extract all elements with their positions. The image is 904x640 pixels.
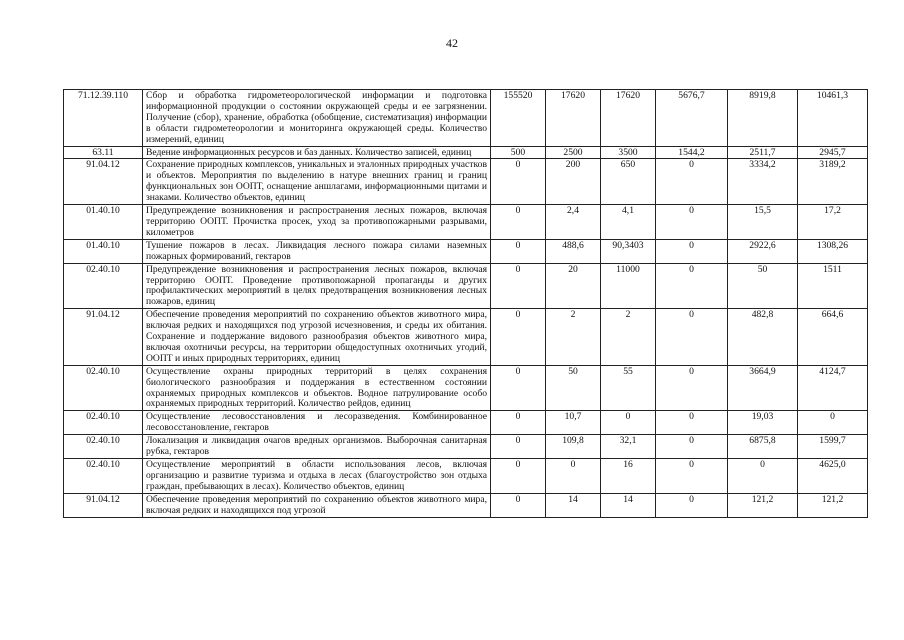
value-cell: 500 [491,146,546,159]
value-cell: 14 [601,493,656,517]
value-cell: 11000 [601,263,656,309]
value-cell: 0 [656,411,728,435]
value-cell: 664,6 [798,309,868,366]
value-cell: 200 [546,159,601,205]
value-cell: 0 [491,309,546,366]
table-body [64,90,868,518]
table-row [64,459,868,494]
okved-code-cell: 02.40.10 [64,365,143,411]
value-cell: 50 [546,365,601,411]
table-row [64,205,868,240]
value-cell: 10,7 [546,411,601,435]
value-cell: 1511 [798,263,868,309]
value-cell: 0 [546,459,601,494]
value-cell: 0 [656,309,728,366]
value-cell: 55 [601,365,656,411]
okved-code-cell: 71.12.39.110 [64,90,143,147]
value-cell: 650 [601,159,656,205]
value-cell: 3334,2 [728,159,798,205]
value-cell: 2 [546,309,601,366]
value-cell: 20 [546,263,601,309]
value-cell: 0 [728,459,798,494]
services-table [63,89,868,518]
service-description-cell: Обеспечение проведения мероприятий по сохранению объектов животного мира, включая редких и находящихся под угрозой [143,493,491,517]
table-row [64,239,868,263]
value-cell: 488,6 [546,239,601,263]
value-cell: 0 [656,239,728,263]
value-cell: 5676,7 [656,90,728,147]
value-cell: 0 [656,159,728,205]
value-cell: 17620 [546,90,601,147]
value-cell: 32,1 [601,435,656,459]
value-cell: 16 [601,459,656,494]
value-cell: 14 [546,493,601,517]
table-row [64,309,868,366]
service-description-cell: Сбор и обработка гидрометеорологической информации и подготовка информационной продукции о состоянии окружающей среды и ее загрязнении. Получение (сбор), хранение, обработка (обобщение, систематизация) информации в области гидрометеорологии и мониторинга окружающей среды. Количество измерений, единиц [143,90,491,147]
okved-code-cell: 01.40.10 [64,239,143,263]
value-cell: 1544,2 [656,146,728,159]
table-row [64,159,868,205]
value-cell: 50 [728,263,798,309]
table-row [64,435,868,459]
okved-code-cell: 63.11 [64,146,143,159]
value-cell: 109,8 [546,435,601,459]
value-cell: 17,2 [798,205,868,240]
service-description-cell: Осуществление мероприятий в области использования лесов, включая организацию и развитие туризма и отдыха в лесах (благоустройство зон отдыха граждан, пребывающих в лесах). Количество объектов, единиц [143,459,491,494]
value-cell: 2922,6 [728,239,798,263]
value-cell: 2945,7 [798,146,868,159]
value-cell: 10461,3 [798,90,868,147]
value-cell: 1308,26 [798,239,868,263]
value-cell: 0 [656,263,728,309]
value-cell: 0 [491,263,546,309]
value-cell: 0 [491,411,546,435]
table-row [64,146,868,159]
service-description-cell: Ведение информационных ресурсов и баз данных. Количество записей, единиц [143,146,491,159]
value-cell: 0 [656,493,728,517]
table-row [64,90,868,147]
value-cell: 6875,8 [728,435,798,459]
value-cell: 4625,0 [798,459,868,494]
value-cell: 155520 [491,90,546,147]
service-description-cell: Осуществление охраны природных территорий в целях сохранения биологического разнообразия и поддержания в естественном состоянии охраняемых природных комплексов и объектов. Водное патрулирование особо охраняемых природных территорий. Количество рейдов, единиц [143,365,491,411]
okved-code-cell: 01.40.10 [64,205,143,240]
value-cell: 0 [491,493,546,517]
value-cell: 3189,2 [798,159,868,205]
value-cell: 482,8 [728,309,798,366]
service-description-cell: Сохранение природных комплексов, уникальных и эталонных природных участков и объектов. Мероприятия по выделению в натуре внешних границ и границ функциональных зон ООПТ, оснащение аншлагами, информационными щитами и знаками. Количество объектов, единиц [143,159,491,205]
value-cell: 0 [491,239,546,263]
service-description-cell: Обеспечение проведения мероприятий по сохранению объектов животного мира, включая редких и находящихся под угрозой исчезновения, и среды их обитания. Сохранение и поддержание видового разнообразия объектов животного мира, включая охотничьи ресурсы, на территории общедоступных охотничьих угодий, ООПТ и иных природных территориях, единиц [143,309,491,366]
okved-code-cell: 02.40.10 [64,459,143,494]
value-cell: 15,5 [728,205,798,240]
okved-code-cell: 02.40.10 [64,435,143,459]
value-cell: 4,1 [601,205,656,240]
value-cell: 90,3403 [601,239,656,263]
value-cell: 0 [491,459,546,494]
value-cell: 0 [601,411,656,435]
value-cell: 2 [601,309,656,366]
value-cell: 17620 [601,90,656,147]
value-cell: 0 [491,365,546,411]
service-description-cell: Предупреждение возникновения и распространения лесных пожаров, включая территорию ООПТ. Прочистка просек, уход за противопожарными разрывами, километров [143,205,491,240]
value-cell: 1599,7 [798,435,868,459]
value-cell: 2511,7 [728,146,798,159]
value-cell: 0 [491,205,546,240]
value-cell: 8919,8 [728,90,798,147]
okved-code-cell: 02.40.10 [64,263,143,309]
okved-code-cell: 91.04.12 [64,309,143,366]
okved-code-cell: 02.40.10 [64,411,143,435]
table-row [64,493,868,517]
service-description-cell: Осуществление лесовосстановления и лесоразведения. Комбинированное лесовосстановление, гектаров [143,411,491,435]
value-cell: 0 [656,435,728,459]
table-row [64,365,868,411]
service-description-cell: Локализация и ликвидация очагов вредных организмов. Выборочная санитарная рубка, гектаров [143,435,491,459]
value-cell: 0 [798,411,868,435]
okved-code-cell: 91.04.12 [64,159,143,205]
value-cell: 4124,7 [798,365,868,411]
value-cell: 0 [656,365,728,411]
page-number: 42 [446,36,458,50]
service-description-cell: Тушение пожаров в лесах. Ликвидация лесного пожара силами наземных пожарных формирований, гектаров [143,239,491,263]
value-cell: 3500 [601,146,656,159]
value-cell: 121,2 [728,493,798,517]
value-cell: 0 [656,459,728,494]
value-cell: 3664,9 [728,365,798,411]
service-description-cell: Предупреждение возникновения и распространения лесных пожаров, включая территорию ООПТ. Проведение противопожарной пропаганды и других профилактических мероприятий в целях предотвращения возникновения лесных пожаров, единиц [143,263,491,309]
value-cell: 19,03 [728,411,798,435]
table-row [64,263,868,309]
okved-code-cell: 91.04.12 [64,493,143,517]
table-row [64,411,868,435]
value-cell: 2500 [546,146,601,159]
value-cell: 2,4 [546,205,601,240]
value-cell: 121,2 [798,493,868,517]
value-cell: 0 [656,205,728,240]
value-cell: 0 [491,435,546,459]
value-cell: 0 [491,159,546,205]
